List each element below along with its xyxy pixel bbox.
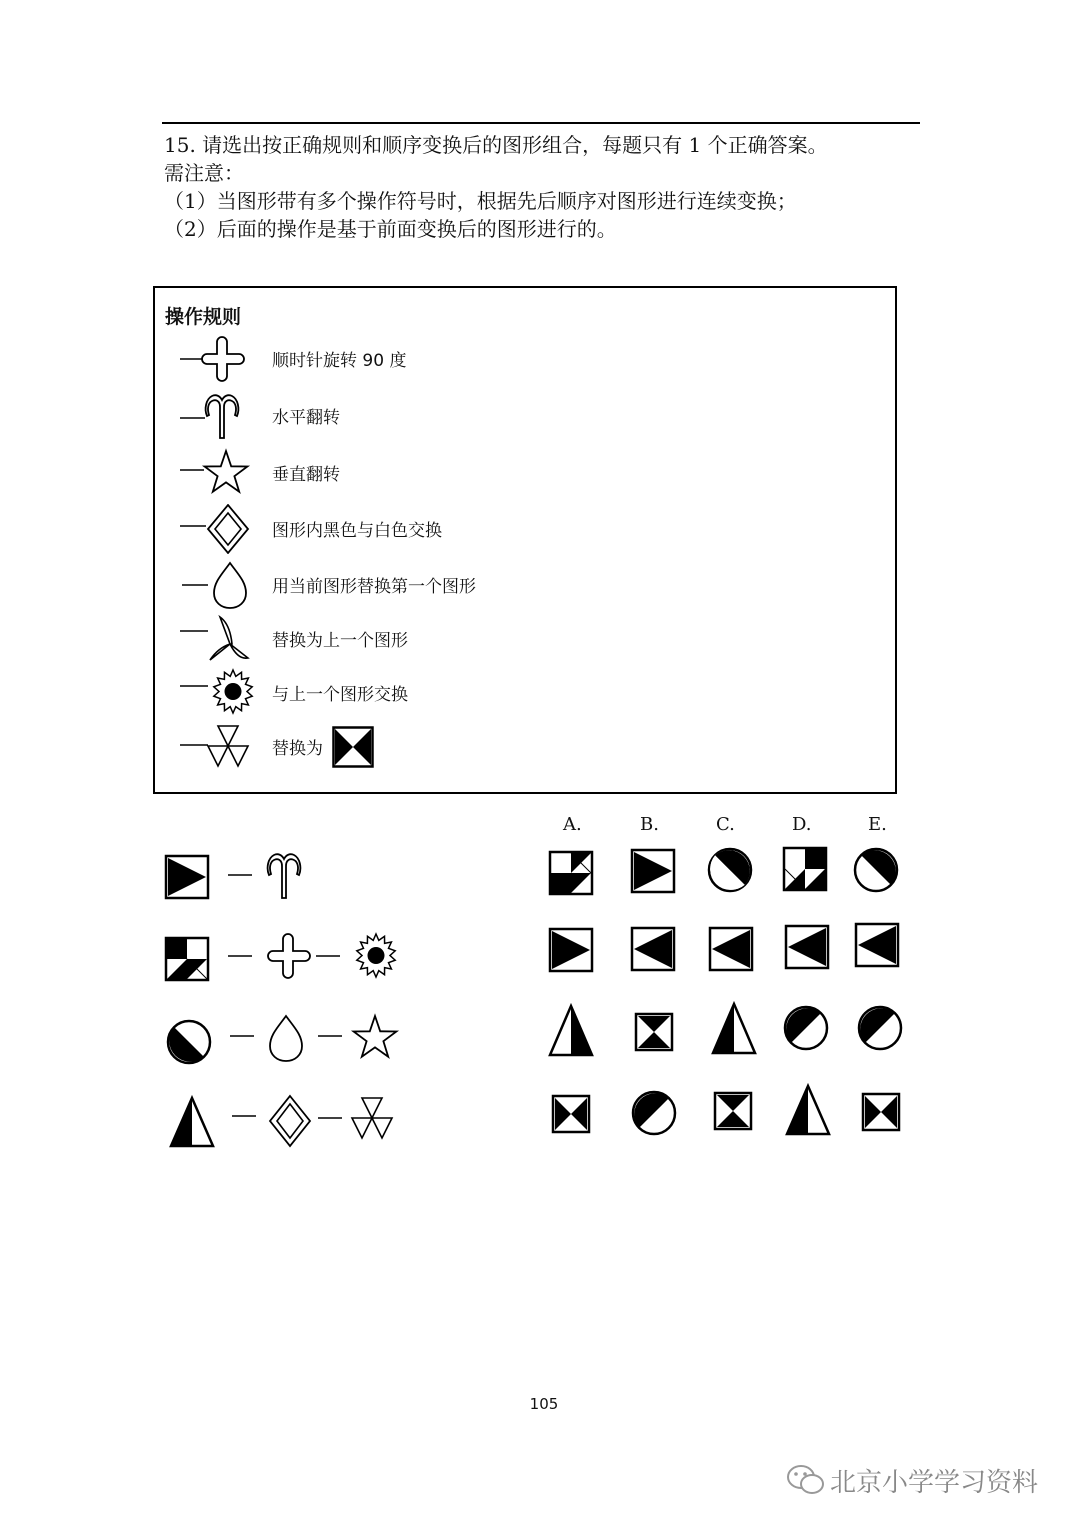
question-3 bbox=[168, 1016, 396, 1063]
option-3c[interactable] bbox=[713, 1004, 755, 1053]
question-figures bbox=[162, 848, 402, 1158]
option-3e[interactable] bbox=[859, 1007, 901, 1049]
option-2d[interactable] bbox=[786, 926, 828, 968]
option-label-e: E. bbox=[868, 814, 887, 835]
watermark-text: 北京小学学习资料 bbox=[830, 1468, 1039, 1498]
page-number: 105 bbox=[529, 1395, 559, 1413]
sun-icon bbox=[173, 668, 263, 718]
question-1 bbox=[166, 854, 300, 898]
option-label-c: C. bbox=[716, 814, 735, 835]
option-4a[interactable] bbox=[553, 1096, 589, 1132]
rule-color-swap bbox=[155, 504, 855, 554]
question-line-4: （2）后面的操作是基于前面变换后的图形进行的。 bbox=[164, 217, 617, 241]
option-2b[interactable] bbox=[632, 928, 674, 970]
option-4b[interactable] bbox=[633, 1092, 675, 1134]
option-3a[interactable] bbox=[550, 1006, 592, 1055]
question-line-1: 15. 请选出按正确规则和顺序变换后的图形组合，每题只有 1 个正确答案。 bbox=[164, 133, 828, 157]
rule-text: 用当前图形替换第一个图形 bbox=[272, 577, 476, 597]
question-line-3: （1）当图形带有多个操作符号时，根据先后顺序对图形进行连续变换； bbox=[164, 189, 797, 213]
rule-text: 图形内黑色与白色交换 bbox=[272, 521, 442, 541]
rule-text: 垂直翻转 bbox=[272, 465, 340, 485]
rule-text: 顺时针旋转 90 度 bbox=[272, 351, 407, 371]
option-4e[interactable] bbox=[863, 1094, 899, 1130]
rule-horizontal-flip bbox=[155, 391, 855, 441]
option-label-a: A. bbox=[563, 814, 582, 835]
option-3d[interactable] bbox=[785, 1007, 827, 1049]
option-1b[interactable] bbox=[632, 850, 674, 892]
rule-replace-with bbox=[155, 722, 855, 772]
rule-swap-previous bbox=[155, 668, 855, 718]
question-2 bbox=[166, 934, 395, 980]
option-2e[interactable] bbox=[856, 924, 898, 966]
rule-replace-previous bbox=[155, 614, 855, 664]
pinwheel-icon bbox=[173, 614, 263, 664]
option-3b[interactable] bbox=[636, 1014, 672, 1050]
cross-icon bbox=[173, 334, 263, 384]
rule-rotate bbox=[155, 334, 855, 384]
options-grid bbox=[540, 842, 910, 1142]
option-4c[interactable] bbox=[715, 1093, 751, 1129]
wechat-icon bbox=[786, 1463, 826, 1497]
rule-replace-first bbox=[155, 560, 855, 610]
rule-text: 水平翻转 bbox=[272, 408, 340, 428]
rules-panel bbox=[153, 286, 897, 794]
option-4d[interactable] bbox=[787, 1086, 829, 1134]
hourglass-square-icon bbox=[332, 726, 374, 768]
top-rule bbox=[162, 122, 920, 124]
star-icon bbox=[173, 448, 263, 498]
question-4 bbox=[171, 1096, 392, 1146]
option-label-b: B. bbox=[640, 814, 659, 835]
option-1c[interactable] bbox=[709, 849, 751, 891]
option-1d[interactable] bbox=[784, 848, 826, 890]
rules-title: 操作规则 bbox=[165, 306, 242, 328]
rule-text: 替换为 bbox=[272, 739, 323, 759]
rule-text: 与上一个图形交换 bbox=[272, 685, 408, 705]
option-2c[interactable] bbox=[710, 928, 752, 970]
rule-vertical-flip bbox=[155, 448, 855, 498]
rule-text: 替换为上一个图形 bbox=[272, 631, 408, 651]
option-1e[interactable] bbox=[855, 849, 897, 891]
question-line-2: 需注意： bbox=[164, 161, 244, 185]
fountain-icon bbox=[173, 391, 263, 441]
option-1a[interactable] bbox=[550, 852, 592, 894]
drop-icon bbox=[173, 560, 263, 610]
option-label-d: D. bbox=[792, 814, 812, 835]
option-2a[interactable] bbox=[550, 929, 592, 971]
diamond-icon bbox=[173, 504, 263, 554]
trefoil-icon bbox=[173, 722, 263, 772]
